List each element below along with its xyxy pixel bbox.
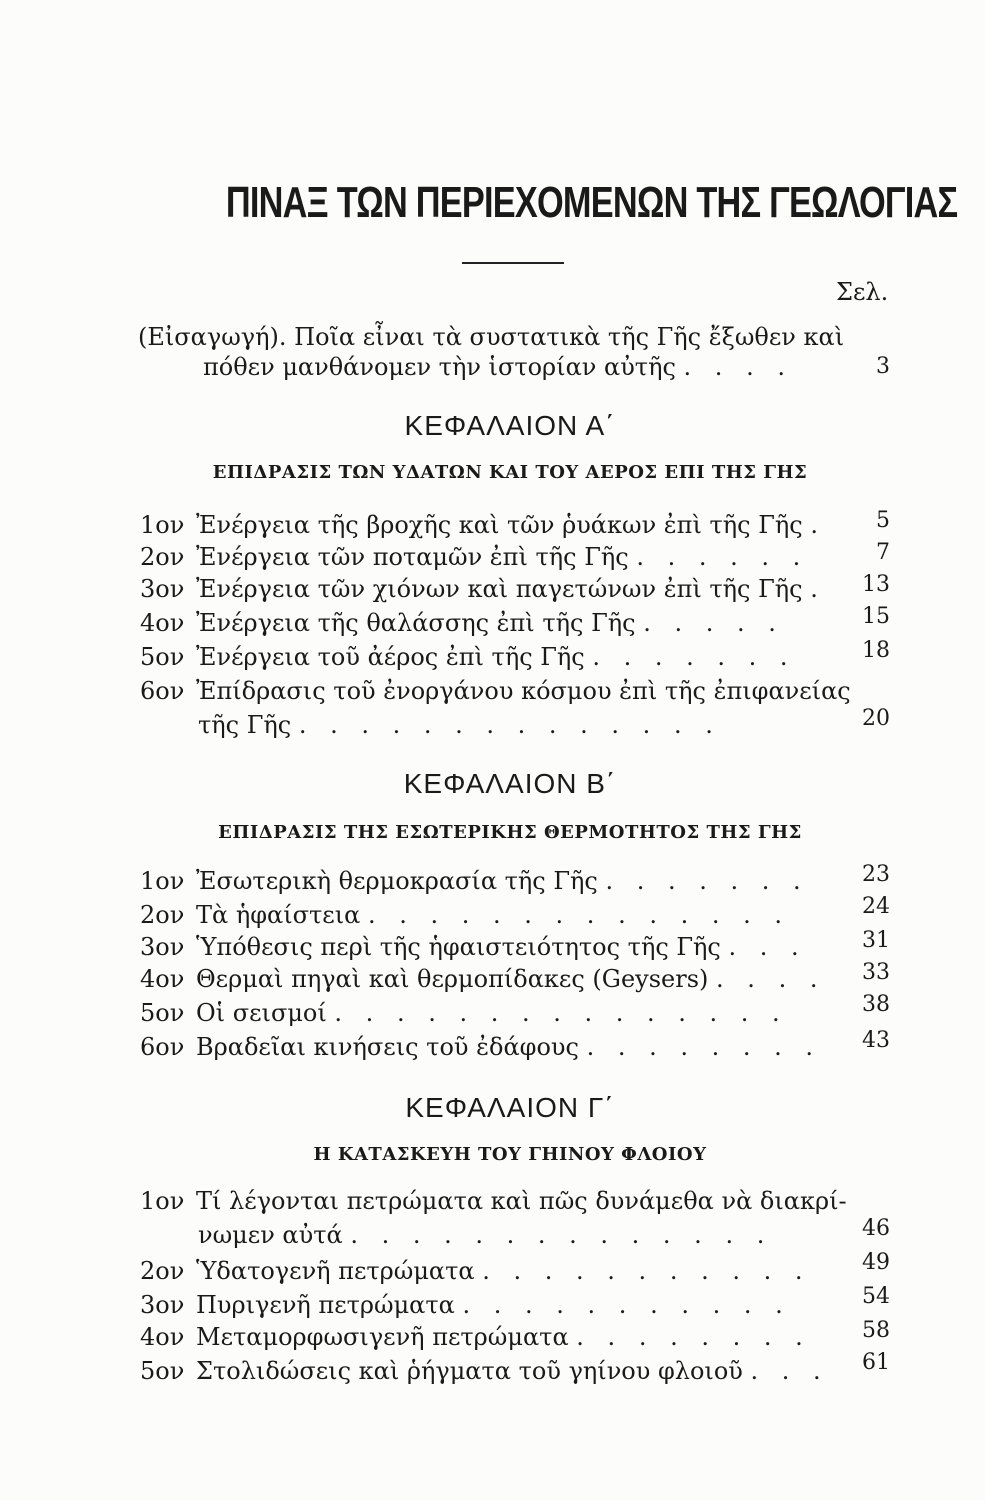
toc-entry xyxy=(140,1256,810,1286)
leader-dots: . . . xyxy=(750,1357,829,1385)
entry-text: Βραδεῖαι κινήσεις τοῦ ἐδάφους xyxy=(196,1033,579,1061)
entry-text-continued: τῆς Γῆς xyxy=(198,711,292,739)
entry-page-number: 13 xyxy=(862,572,890,597)
leader-dots: . . . . . . . . . . . . . . xyxy=(298,711,721,739)
toc-entry xyxy=(140,1322,811,1352)
entry-page-number: 18 xyxy=(862,638,890,663)
entry-page-number: 54 xyxy=(862,1284,890,1309)
leader-dots: . . . . . . . . . . . . . . xyxy=(350,1221,773,1249)
toc-entry xyxy=(140,1032,821,1062)
page-title: ΠΙΝΑΞ ΤΩΝ ΠΕΡΙΕΧΟΜΕΝΩΝ ΤΗΣ ΓΕΩΛΟΓΙΑΣ xyxy=(225,178,958,227)
toc-entry xyxy=(140,1356,829,1386)
entry-page-number: 24 xyxy=(862,894,890,919)
entry-label: 3ον xyxy=(140,933,185,961)
toc-entry xyxy=(140,510,826,540)
entry-page-number: 38 xyxy=(862,992,890,1017)
leader-dots: . . . xyxy=(728,933,807,961)
leader-dots: . . . . . . . xyxy=(592,643,796,671)
entry-page-number: 23 xyxy=(862,862,890,887)
entry-text: Ἐνέργεια τοῦ ἀέρος ἐπὶ τῆς Γῆς xyxy=(196,643,585,671)
entry-text: Πυριγενῆ πετρώματα xyxy=(196,1291,455,1319)
entry-label: 6ον xyxy=(140,677,185,705)
entry-page-number: 5 xyxy=(876,508,890,533)
leader-dots: . . . . xyxy=(683,353,793,381)
entry-page-number: 49 xyxy=(862,1250,890,1275)
leader-dots: . . . . xyxy=(716,965,826,993)
entry-page-number: 46 xyxy=(862,1216,890,1241)
entry-label: 1ον xyxy=(140,511,185,539)
intro-text-2: πόθεν μανθάνομεν τὴν ἱστορίαν αὐτῆς xyxy=(203,353,676,381)
entry-page-number: 15 xyxy=(862,604,890,629)
chapter-b-heading: ΚΕΦΑΛΑΙΟΝ Β΄ xyxy=(403,768,617,799)
entry-label: 4ον xyxy=(140,965,185,993)
entry-text: Μεταμορφωσιγενῆ πετρώματα xyxy=(196,1323,569,1351)
entry-label: 3ον xyxy=(140,1291,185,1319)
entry-text: Ὑπόθεσις περὶ τῆς ἡφαιστειότητος τῆς Γῆς xyxy=(196,933,721,961)
entry-label: 2ον xyxy=(140,1257,185,1285)
entry-text-continued: νωμεν αὐτά xyxy=(198,1221,343,1249)
entry-page-number: 33 xyxy=(862,960,890,985)
entry-label: 3ον xyxy=(140,575,185,603)
leader-dots: . . . . . . . . . . . xyxy=(462,1291,791,1319)
entry-label: 1ον xyxy=(140,867,185,895)
toc-entry-continuation xyxy=(198,710,721,740)
chapter-a-subheading: ΕΠΙΔΡΑΣΙΣ ΤΩΝ ΥΔΑΤΩΝ ΚΑΙ ΤΟΥ ΑΕΡΟΣ ΕΠΙ ΤΗΣ ΓΗΣ xyxy=(212,462,808,483)
chapter-b-subheading: ΕΠΙΔΡΑΣΙΣ ΤΗΣ ΕΣΩΤΕΡΙΚΗΣ ΘΕΡΜΟΤΗΤΟΣ ΤΗΣ ΓΗΣ xyxy=(218,822,802,843)
leader-dots: . . . . . xyxy=(643,609,784,637)
chapter-c-heading: ΚΕΦΑΛΑΙΟΝ Γ΄ xyxy=(405,1092,615,1123)
entry-page-number: 43 xyxy=(862,1028,890,1053)
entry-text: Θερμαὶ πηγαὶ καὶ θερμοπίδακες (Geysers) xyxy=(196,965,709,993)
entry-page-number: 58 xyxy=(862,1318,890,1343)
entry-page-number: 61 xyxy=(862,1350,890,1375)
leader-dots: . . . . . . . . . . . . . . . xyxy=(334,999,788,1027)
entry-text: Στολιδώσεις καὶ ῥήγματα τοῦ γηίνου φλοιοῦ xyxy=(196,1357,743,1385)
toc-entry xyxy=(140,1186,847,1216)
entry-text: Ἐπίδρασις τοῦ ἐνοργάνου κόσμου ἐπὶ τῆς ἐπιφανείας xyxy=(196,677,851,705)
entry-page-number: 20 xyxy=(862,706,890,731)
entry-text: Οἱ σεισμοί xyxy=(196,999,327,1027)
toc-entry xyxy=(140,866,809,896)
intro-page-number: 3 xyxy=(876,354,890,379)
intro-text-1: (Εἰσαγωγή). Ποῖα εἶναι τὰ συστατικὰ τῆς Γῆς ἔξωθεν καὶ xyxy=(138,323,845,351)
toc-entry xyxy=(140,542,808,572)
toc-entry xyxy=(140,1290,791,1320)
entry-text: Τὰ ἡφαίστεια xyxy=(196,901,361,929)
entry-text: Ἐσωτερικὴ θερμοκρασία τῆς Γῆς xyxy=(196,867,598,895)
entry-text: Ἐνέργεια τῆς βροχῆς καὶ τῶν ῥυάκων ἐπὶ τῆς Γῆς xyxy=(196,511,803,539)
intro-line-1 xyxy=(138,322,844,352)
entry-label: 4ον xyxy=(140,609,185,637)
leader-dots: . . . . . . . . . . . . . . xyxy=(368,901,790,929)
leader-dots: . . . . . . . . xyxy=(586,1033,822,1061)
toc-entry xyxy=(140,998,788,1028)
leader-dots: . . . . . . . . . . . xyxy=(482,1257,811,1285)
entry-text: Τί λέγονται πετρώματα καὶ πῶς δυνάμεθα νὰ διακρί- xyxy=(196,1187,847,1215)
toc-entry xyxy=(140,608,784,638)
entry-label: 2ον xyxy=(140,901,185,929)
toc-entry xyxy=(140,574,826,604)
toc-entry-continuation xyxy=(198,1220,772,1250)
entry-text: Ἐνέργεια τῆς θαλάσσης ἐπὶ τῆς Γῆς xyxy=(196,609,636,637)
page-column-label: Σελ. xyxy=(836,278,889,306)
toc-entry xyxy=(140,932,807,962)
entry-text: Ὑδατογενῆ πετρώματα xyxy=(196,1257,475,1285)
entry-page-number: 31 xyxy=(862,928,890,953)
toc-entry xyxy=(140,642,796,672)
entry-label: 2ον xyxy=(140,543,185,571)
leader-dots: . . . . . . . xyxy=(605,867,809,895)
leader-dots: . xyxy=(810,575,826,603)
entry-label: 1ον xyxy=(140,1187,185,1215)
toc-entry xyxy=(140,900,790,930)
entry-label: 5ον xyxy=(140,643,185,671)
title-divider xyxy=(462,262,564,264)
entry-label: 5ον xyxy=(140,1357,185,1385)
chapter-c-subheading: Η ΚΑΤΑΣΚΕΥΗ ΤΟΥ ΓΗΙΝΟΥ ΦΛΟΙΟΥ xyxy=(313,1144,707,1165)
leader-dots: . xyxy=(810,511,826,539)
chapter-a-heading: ΚΕΦΑΛΑΙΟΝ Α΄ xyxy=(404,410,616,441)
leader-dots: . . . . . . xyxy=(636,543,809,571)
toc-entry xyxy=(140,964,825,994)
entry-page-number: 7 xyxy=(876,540,890,565)
entry-label: 6ον xyxy=(140,1033,185,1061)
entry-text: Ἐνέργεια τῶν χιόνων καὶ παγετώνων ἐπὶ τῆς Γῆς xyxy=(196,575,803,603)
entry-label: 5ον xyxy=(140,999,185,1027)
entry-text: Ἐνέργεια τῶν ποταμῶν ἐπὶ τῆς Γῆς xyxy=(196,543,629,571)
toc-entry xyxy=(140,676,851,706)
leader-dots: . . . . . . . . xyxy=(576,1323,811,1351)
entry-label: 4ον xyxy=(140,1323,185,1351)
intro-line-2 xyxy=(203,352,793,382)
